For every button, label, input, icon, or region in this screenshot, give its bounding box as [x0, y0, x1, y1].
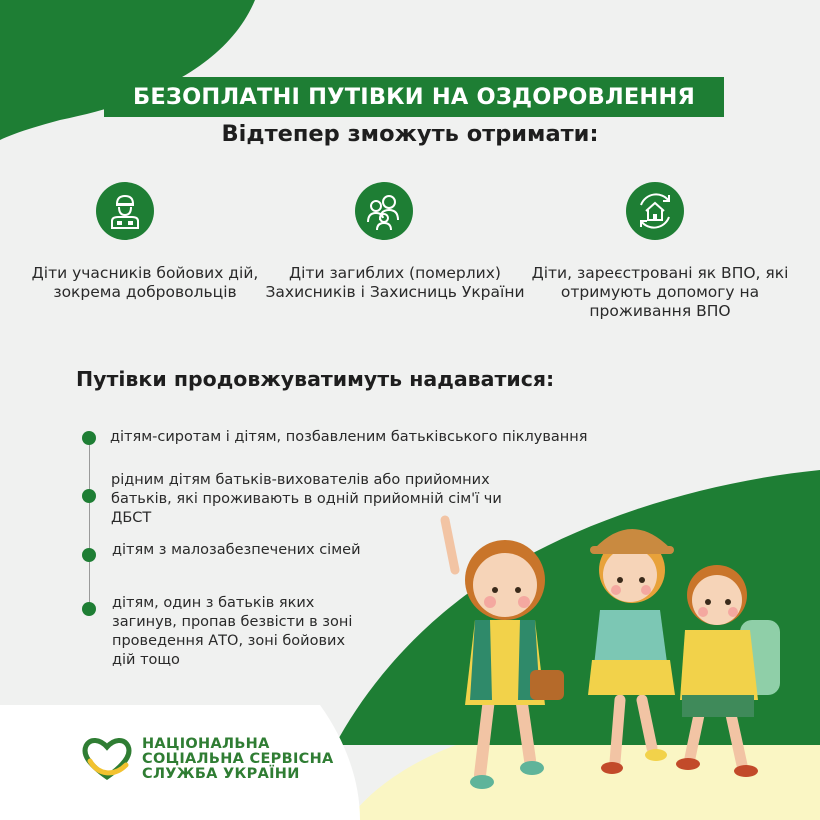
bullet-dot: [82, 431, 96, 445]
logo-line-1: НАЦІОНАЛЬНА: [142, 736, 270, 752]
list-item-foster-families: рідним дітям батьків-вихователів або прийомних батьків, які проживають в одній прийомній сім'ї чи ДБСТ: [111, 472, 502, 526]
family-icon-circle: [355, 182, 413, 240]
children-illustration: [420, 500, 820, 820]
logo-line-3: СЛУЖБА УКРАЇНИ: [142, 766, 300, 782]
nssu-logo-icon: [80, 735, 134, 781]
logo-line-2: СОЦІАЛЬНА СЕРВІСНА: [142, 751, 334, 767]
list-item-orphans: дітям-сиротам і дітям, позбавленим батьківського піклування: [110, 429, 588, 445]
section-heading: Путівки продовжуватимуть надаватися:: [76, 367, 555, 391]
title-banner: БЕЗОПЛАТНІ ПУТІВКИ НА ОЗДОРОВЛЕННЯ: [104, 77, 724, 117]
child-right: [676, 565, 780, 777]
house-refresh-icon-circle: [626, 182, 684, 240]
child-middle: [588, 529, 675, 774]
family-icon: [363, 190, 405, 232]
category-text-idp-children: Діти, зареєстровані як ВПО, які отримують допомогу на проживання ВПО: [531, 264, 789, 320]
bullet-dot: [82, 602, 96, 616]
category-text-fallen-defenders-children: Діти загиблих (померлих) Захисників і Захисниць України: [265, 264, 525, 301]
subtitle: Відтепер зможуть отримати:: [221, 121, 599, 147]
category-text-veterans-children: Діти учасників бойових дій, зокрема добровольців: [31, 264, 259, 301]
timeline-line: [89, 440, 90, 612]
top-left-green-shape: [0, 0, 255, 140]
house-refresh-icon: [633, 189, 677, 233]
child-left: [445, 520, 564, 789]
logo-text: [142, 737, 334, 782]
list-item-missing-parent: дітям, один з батьків яких загинув, пропав безвісти в зоні проведення АТО, зоні бойових дій тощо: [112, 595, 353, 668]
soldier-icon: [105, 191, 145, 231]
soldier-icon-circle: [96, 182, 154, 240]
bullet-dot: [82, 548, 96, 562]
bullet-dot: [82, 489, 96, 503]
list-item-low-income: дітям з малозабезпечених сімей: [112, 542, 361, 558]
